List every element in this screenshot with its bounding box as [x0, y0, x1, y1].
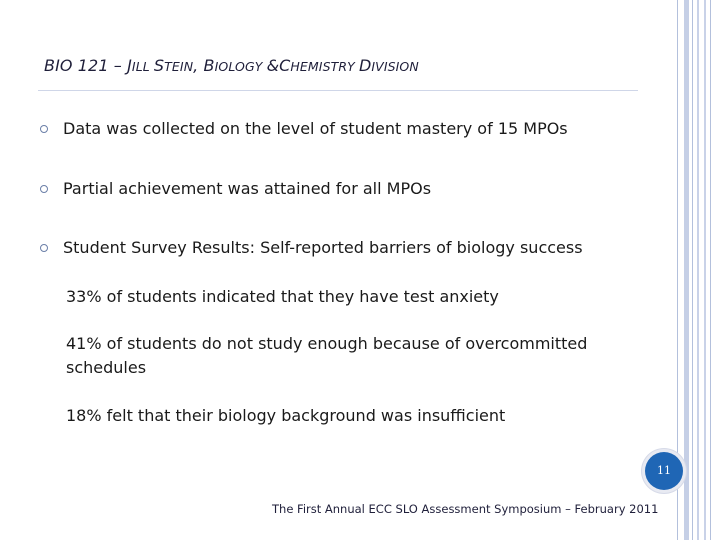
sub-item: 41% of students do not study enough because of overcommitted schedules [66, 334, 588, 377]
circle-bullet-icon [40, 185, 48, 193]
decorative-stripe [704, 0, 706, 540]
bullet-item [40, 119, 568, 138]
page-number-badge [642, 449, 686, 493]
bullet-item [40, 179, 431, 198]
decorative-stripe [710, 0, 711, 540]
decorative-stripe [692, 0, 693, 540]
circle-bullet-icon [40, 125, 48, 133]
decorative-stripe [697, 0, 699, 540]
page-number: 11 [645, 452, 683, 490]
bullet-text: Data was collected on the level of student mastery of 15 MPOs [63, 119, 568, 138]
sub-item: 18% felt that their biology background was insufficient [66, 406, 506, 425]
circle-bullet-icon [40, 244, 48, 252]
title-underline [38, 90, 638, 91]
bullet-text: Partial achievement was attained for all MPOs [63, 179, 432, 198]
bullet-item [40, 238, 583, 257]
decorative-stripe [684, 0, 689, 540]
slide-title: BIO 121 – JILL STEIN, BIOLOGY &CHEMISTRY DIVISION [44, 56, 419, 75]
sub-item: 33% of students indicated that they have test anxiety [66, 287, 499, 306]
footer-text: The First Annual ECC SLO Assessment Symposium – February 2011 [272, 502, 659, 516]
bullet-text: Student Survey Results: Self-reported barriers of biology success [63, 238, 583, 257]
